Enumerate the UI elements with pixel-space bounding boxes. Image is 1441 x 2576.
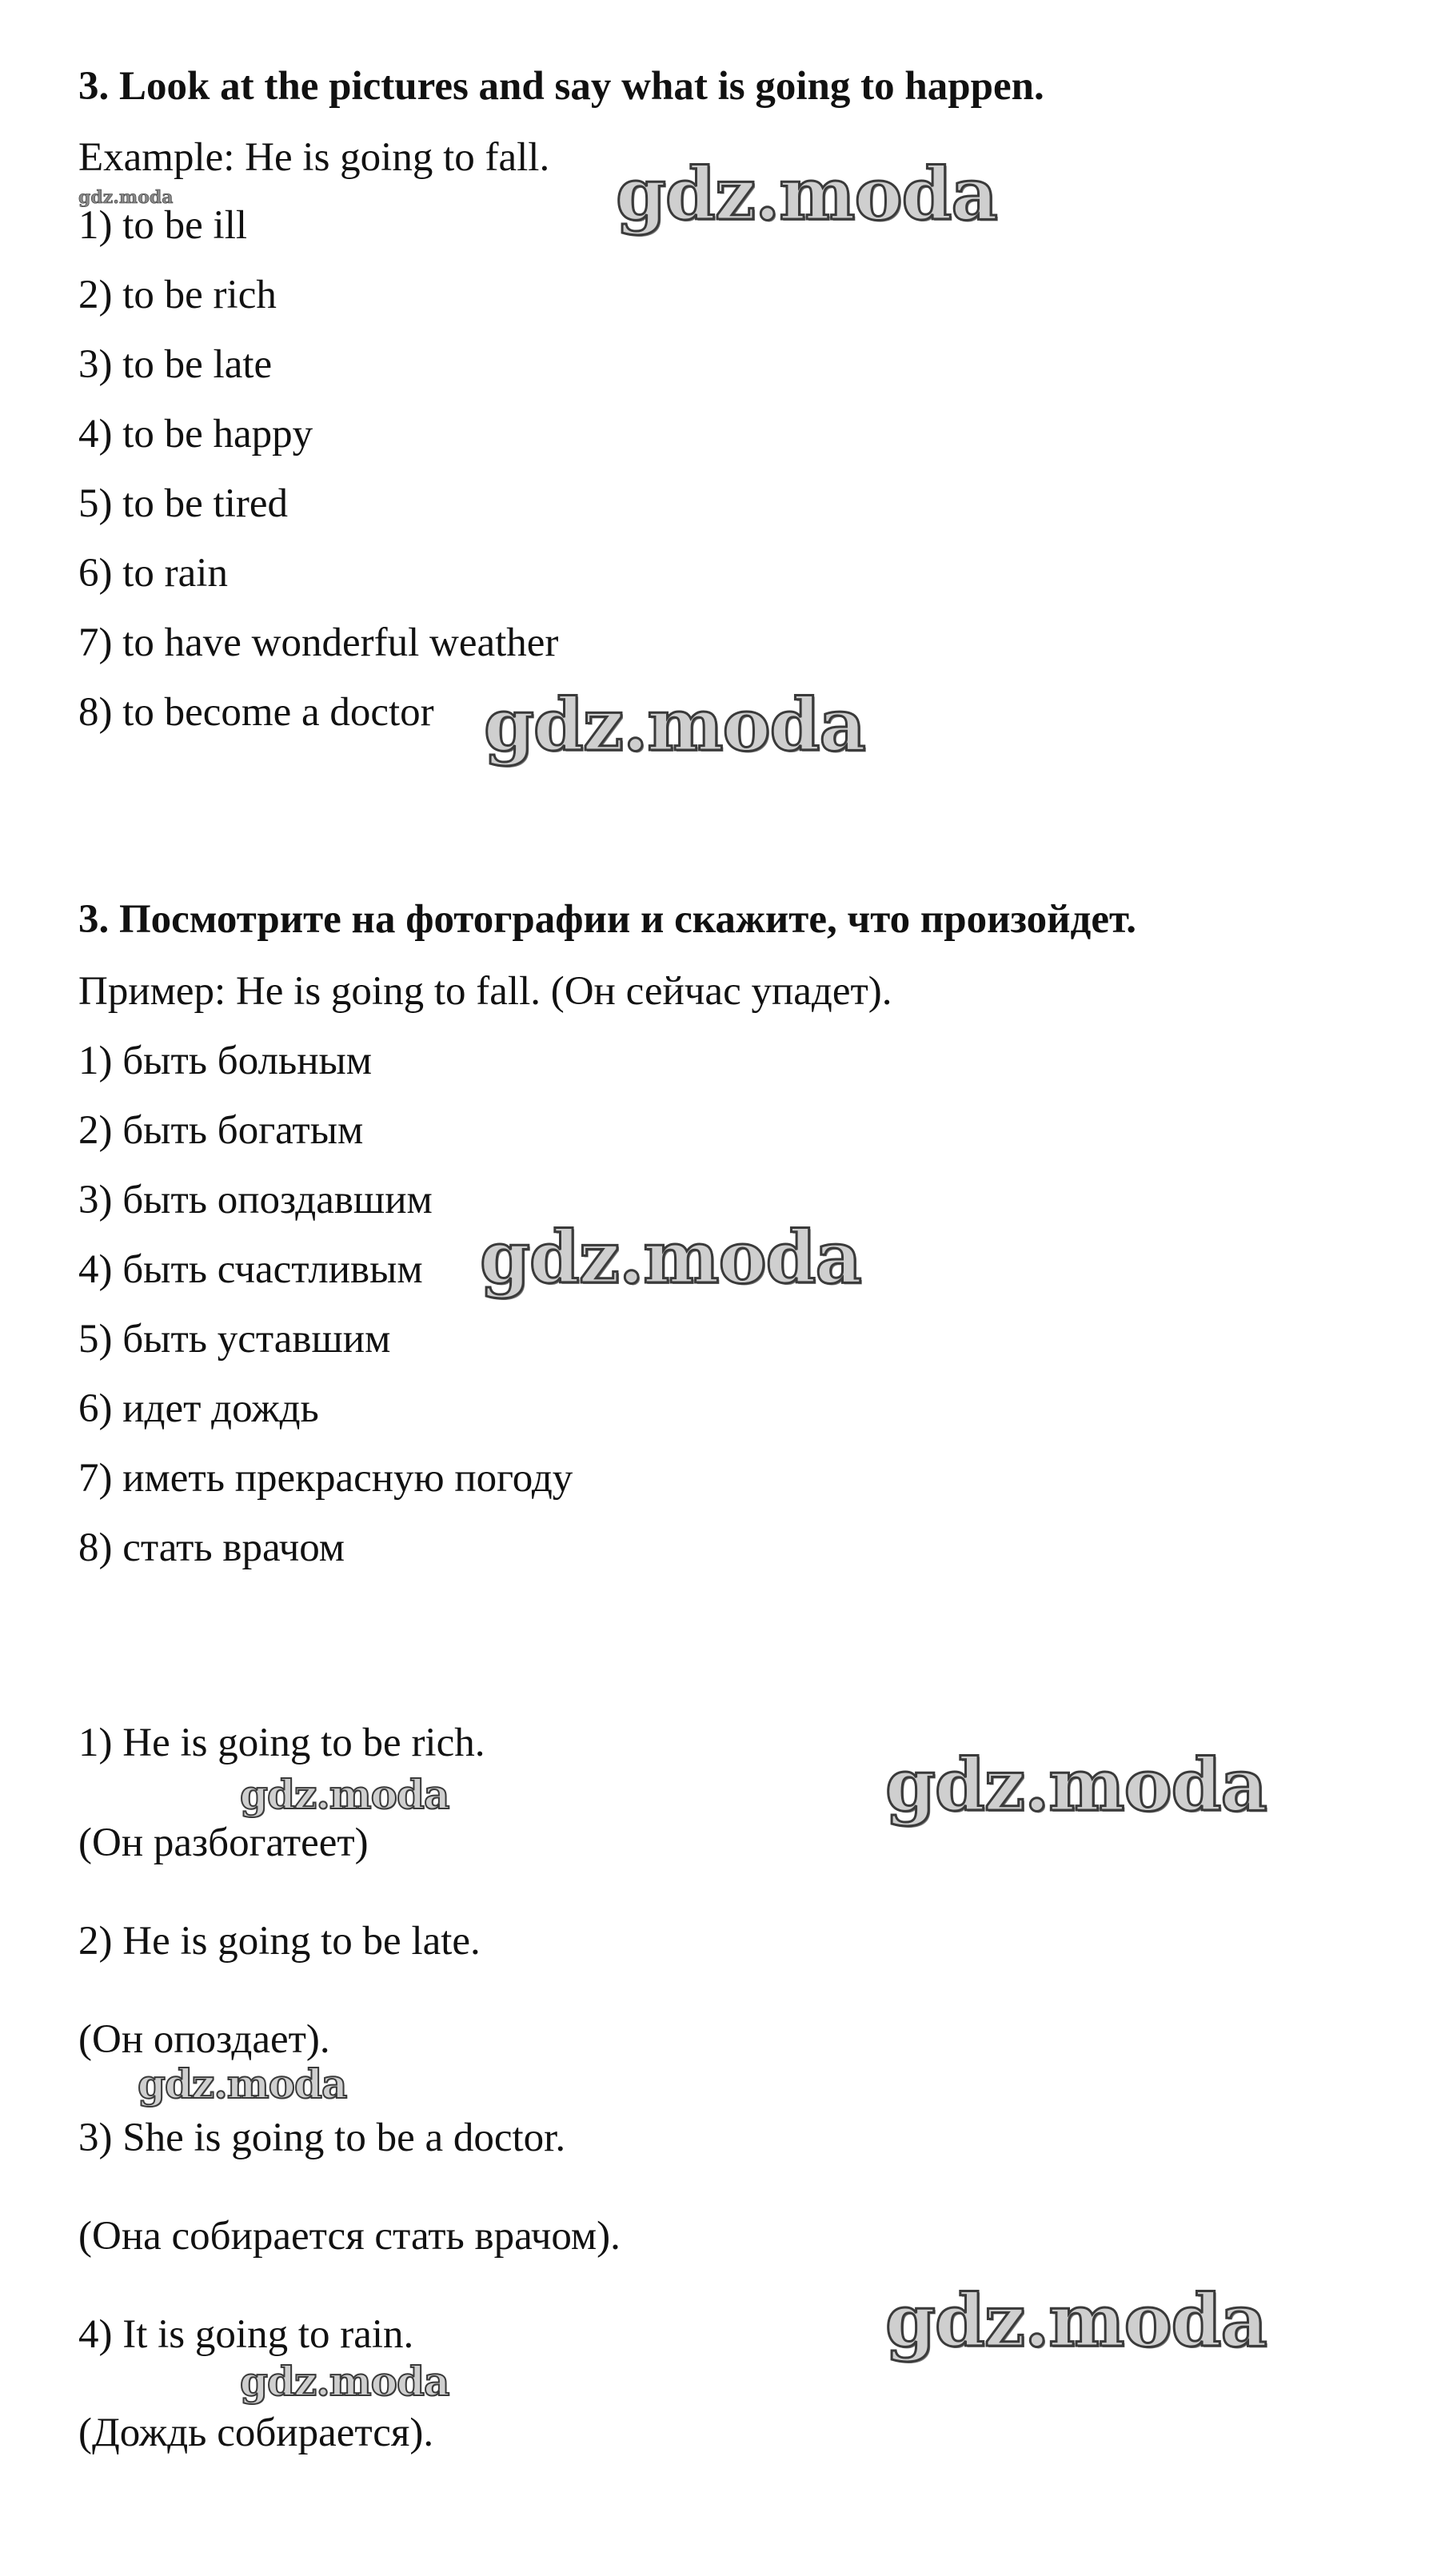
watermark-logo: gdz.moda: [484, 683, 865, 768]
watermark-logo: gdz.moda: [78, 187, 174, 208]
answer-1-ru: (Он разбогатеет): [78, 1820, 369, 1865]
en-item-5: 5) to be tired: [78, 481, 288, 526]
ru-item-8: 8) стать врачом: [78, 1525, 345, 1570]
en-item-4: 4) to be happy: [78, 412, 313, 457]
en-item-3: 3) to be late: [78, 342, 273, 387]
watermark-logo: gdz.moda: [480, 1215, 861, 1300]
ru-item-1: 1) быть больным: [78, 1039, 373, 1083]
answer-4-en: 4) It is going to rain.: [78, 2312, 414, 2357]
ru-item-7: 7) иметь прекрасную погоду: [78, 1456, 573, 1501]
ru-item-4: 4) быть счастливым: [78, 1247, 423, 1292]
watermark-logo: gdz.moda: [138, 2060, 347, 2107]
en-example: Example: He is going to fall.: [78, 135, 550, 180]
answer-2-en: 2) He is going to be late.: [78, 1919, 481, 1964]
en-item-2: 2) to be rich: [78, 273, 277, 317]
ru-item-3: 3) быть опоздавшим: [78, 1178, 433, 1222]
ru-heading: 3. Посмотрите на фотографии и скажите, что произойдет.: [78, 897, 1136, 942]
answer-3-ru: (Она собирается стать врачом).: [78, 2214, 621, 2259]
watermark-logo: gdz.moda: [240, 2358, 449, 2405]
answer-2-ru: (Он опоздает).: [78, 2017, 330, 2062]
watermark-logo: gdz.moda: [616, 152, 997, 237]
en-heading: 3. Look at the pictures and say what is going to happen.: [78, 64, 1044, 109]
en-item-7: 7) to have wonderful weather: [78, 620, 559, 665]
ru-item-6: 6) идет дождь: [78, 1386, 319, 1431]
answer-3-en: 3) She is going to be a doctor.: [78, 2115, 566, 2160]
watermark-logo: gdz.moda: [885, 2279, 1267, 2363]
en-item-6: 6) to rain: [78, 551, 228, 596]
ru-item-5: 5) быть уставшим: [78, 1317, 391, 1362]
answer-4-ru: (Дождь собирается).: [78, 2411, 434, 2455]
ru-example: Пример: He is going to fall. (Он сейчас упадет).: [78, 969, 892, 1014]
answer-1-en: 1) He is going to be rich.: [78, 1721, 485, 1765]
watermark-logo: gdz.moda: [240, 1771, 449, 1818]
en-item-8: 8) to become a doctor: [78, 690, 434, 735]
ru-item-2: 2) быть богатым: [78, 1108, 364, 1153]
watermark-logo: gdz.moda: [885, 1743, 1267, 1828]
en-item-1: 1) to be ill: [78, 203, 248, 248]
